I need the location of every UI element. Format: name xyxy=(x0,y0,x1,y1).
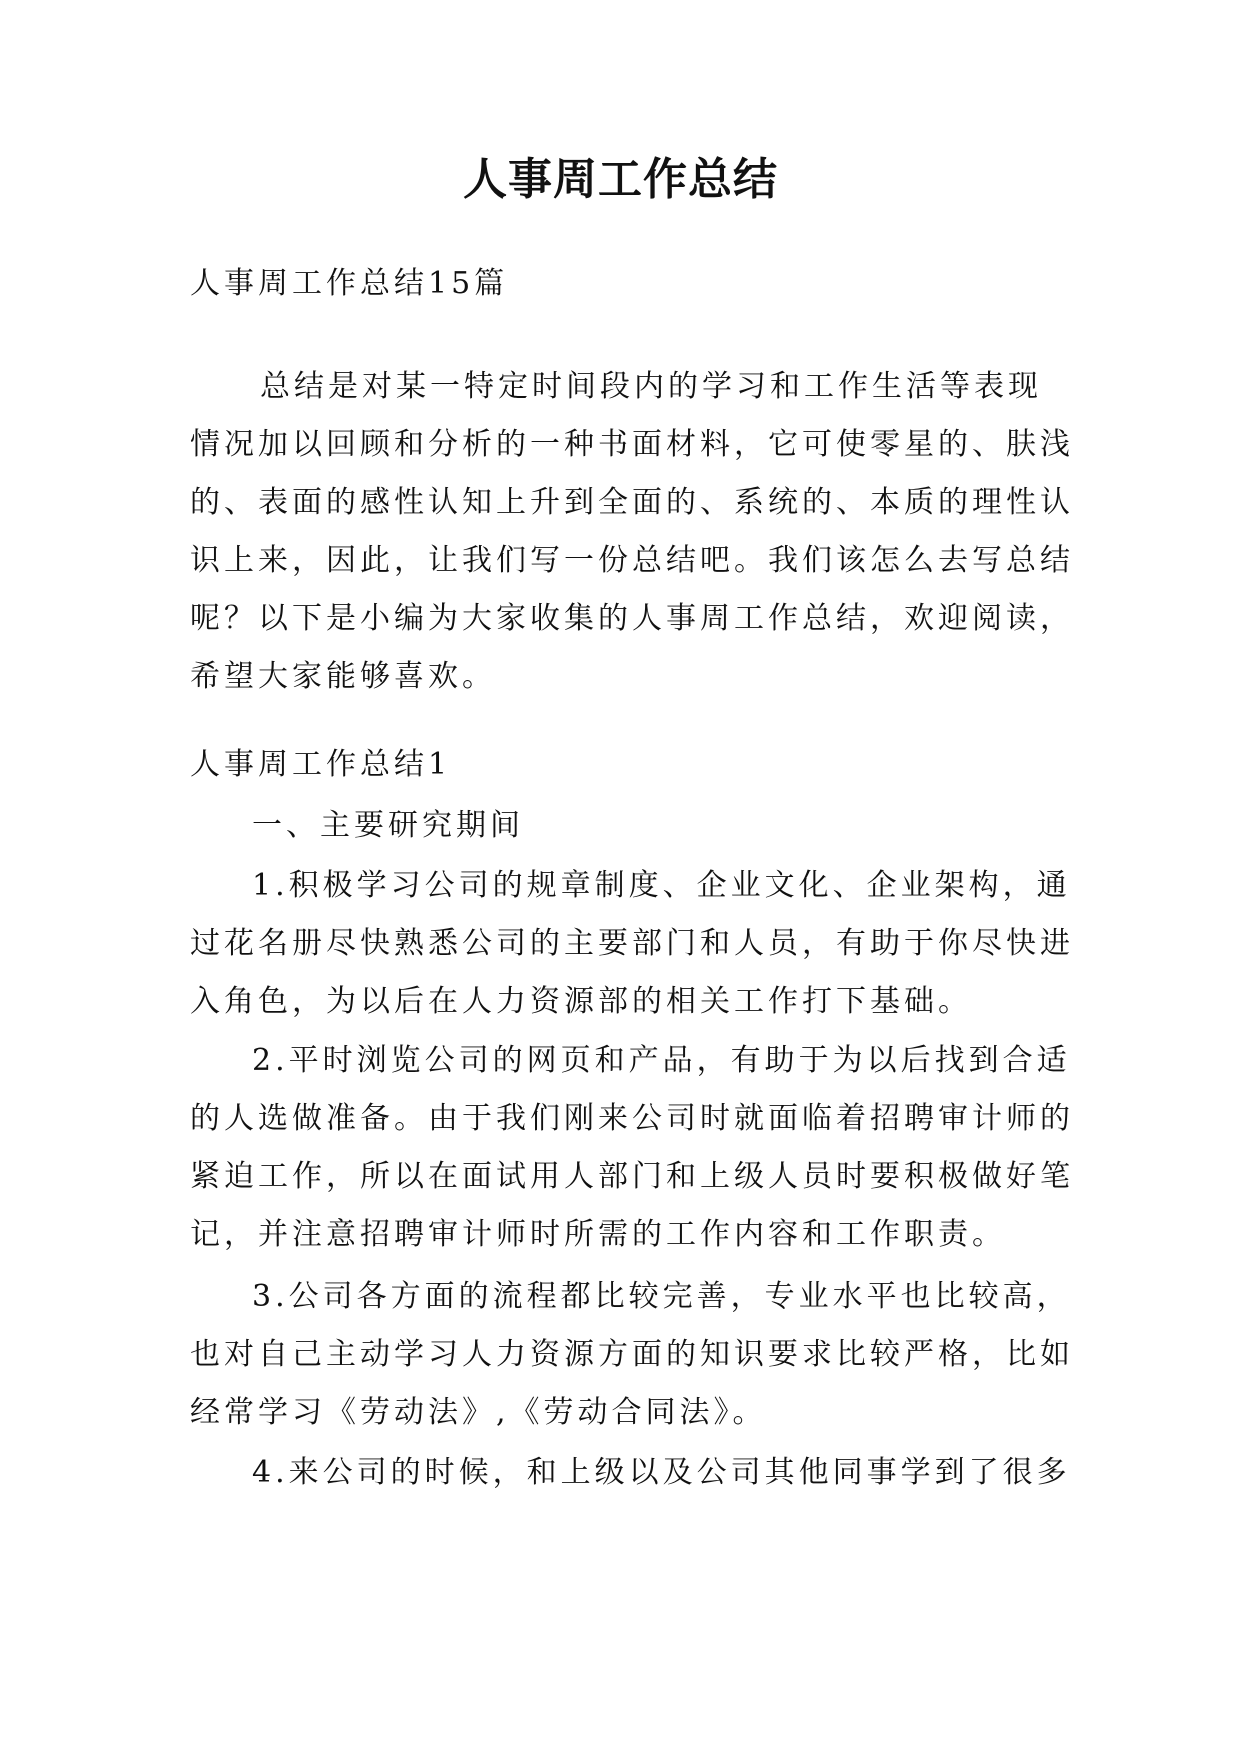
intro-line: 希望大家能够喜欢。 xyxy=(190,659,496,694)
item-1-line: 1.积极学习公司的规章制度、企业文化、企业架构，通 xyxy=(252,868,1071,903)
section-heading-text: 人事周工作总结1 xyxy=(190,747,452,782)
sub-heading-text: 一、主要研究期间 xyxy=(252,808,524,843)
item-2-line: 的人选做准备。由于我们刚来公司时就面临着招聘审计师的 xyxy=(190,1101,1074,1136)
intro-line: 情况加以回顾和分析的一种书面材料，它可使零星的、肤浅 xyxy=(190,427,1074,462)
intro-paragraph xyxy=(190,358,1074,706)
section-heading xyxy=(190,736,1050,794)
item-1-line: 入角色，为以后在人力资源部的相关工作打下基础。 xyxy=(190,984,972,1019)
item-2-paragraph xyxy=(190,1032,1074,1264)
subtitle-text: 人事周工作总结15篇 xyxy=(190,266,509,301)
intro-line: 的、表面的感性认知上升到全面的、系统的、本质的理性认 xyxy=(190,485,1074,520)
intro-line: 识上来，因此，让我们写一份总结吧。我们该怎么去写总结 xyxy=(190,543,1074,578)
item-3-line: 也对自己主动学习人力资源方面的知识要求比较严格，比如 xyxy=(190,1337,1074,1372)
item-2-line: 记，并注意招聘审计师时所需的工作内容和工作职责。 xyxy=(190,1217,1006,1252)
item-2-line: 2.平时浏览公司的网页和产品，有助于为以后找到合适 xyxy=(252,1043,1071,1078)
item-2-line: 紧迫工作，所以在面试用人部门和上级人员时要积极做好笔 xyxy=(190,1159,1074,1194)
intro-line: 呢？以下是小编为大家收集的人事周工作总结，欢迎阅读， xyxy=(190,601,1074,636)
item-4-line: 4.来公司的时候，和上级以及公司其他同事学到了很多 xyxy=(252,1455,1071,1490)
item-3-paragraph xyxy=(190,1268,1074,1442)
intro-line: 总结是对某一特定时间段内的学习和工作生活等表现 xyxy=(260,369,1042,404)
document-title: 人事周工作总结 xyxy=(463,154,778,205)
sub-heading xyxy=(190,797,1050,855)
item-1-paragraph xyxy=(190,857,1074,1031)
item-3-line: 3.公司各方面的流程都比较完善，专业水平也比较高， xyxy=(252,1279,1071,1314)
item-4-paragraph xyxy=(190,1444,1071,1502)
item-1-line: 过花名册尽快熟悉公司的主要部门和人员，有助于你尽快进 xyxy=(190,926,1074,961)
item-3-line: 经常学习《劳动法》,《劳动合同法》。 xyxy=(190,1395,767,1430)
document-subtitle xyxy=(190,255,1050,313)
